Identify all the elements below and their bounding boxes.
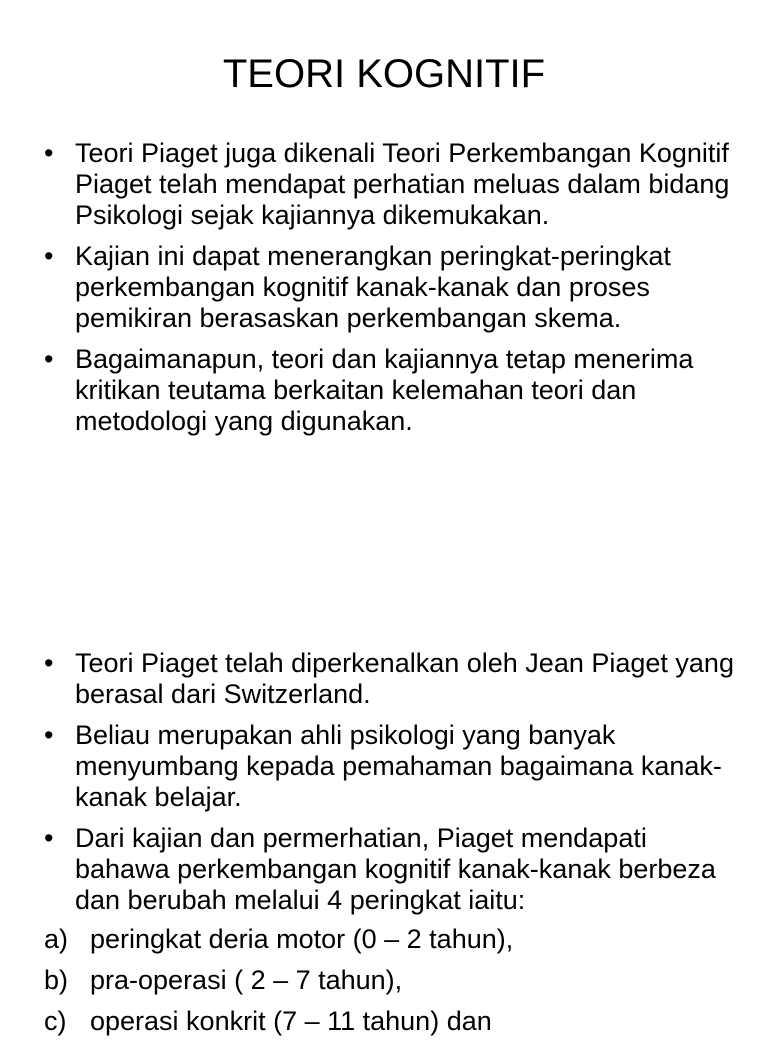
bullet-dot: •: [44, 720, 54, 750]
stage-text: peringkat deria motor (0 – 2 tahun),: [90, 924, 514, 954]
bullet-text: Teori Piaget telah diperkenalkan oleh Jean Piaget yang berasal dari Switzerland.: [75, 648, 734, 709]
bullet-item: [44, 138, 744, 231]
stage-item: [44, 965, 744, 996]
bullet-dot: •: [44, 138, 54, 168]
stage-item: [44, 924, 744, 955]
bullet-item: [44, 823, 744, 916]
bullet-text: Kajian ini dapat menerangkan peringkat-peringkat perkembangan kognitif kanak-kanak dan proses pemikiran berasaskan perkembangan skema.: [75, 241, 671, 333]
bullet-item: [44, 720, 744, 813]
bullet-text: Beliau merupakan ahli psikologi yang banyak menyumbang kepada pemahaman bagaimana kanak-kanak belajar.: [75, 720, 722, 812]
stage-marker: b): [44, 965, 69, 995]
bullet-text: Dari kajian dan permerhatian, Piaget mendapati bahawa perkembangan kognitif kanak-kanak berbeza dan berubah melalui 4 peringkat iaitu:: [75, 823, 716, 915]
bullet-text: Bagaimanapun, teori dan kajiannya tetap menerima kritikan teutama berkaitan kelemahan teori dan metodologi yang digunakan.: [75, 344, 694, 436]
bullet-item: [44, 344, 744, 437]
slide-title: TEORI KOGNITIF: [222, 52, 546, 96]
bullet-item: [44, 241, 744, 334]
bullet-dot: •: [44, 241, 54, 271]
stage-item: [44, 1006, 744, 1037]
stage-text: operasi konkrit (7 – 11 tahun) dan: [90, 1006, 492, 1036]
stage-list-container: [0, 924, 744, 1037]
bullet-list-intro: [44, 138, 744, 447]
bullet-dot: •: [44, 648, 54, 678]
bullet-dot: •: [44, 344, 54, 374]
stage-text: pra-operasi ( 2 – 7 tahun),: [90, 965, 403, 995]
stage-list: [0, 924, 744, 1037]
bullet-text: Teori Piaget juga dikenali Teori Perkembangan Kognitif Piaget telah mendapat perhatian meluas dalam bidang Psikologi sejak kajiannya dikemukakan.: [75, 138, 730, 230]
bullet-list-piaget: [44, 648, 744, 1047]
stage-marker: c): [44, 1006, 67, 1036]
bullet-item: [44, 648, 744, 710]
bullet-dot: •: [44, 823, 54, 853]
stage-marker: a): [44, 924, 69, 954]
